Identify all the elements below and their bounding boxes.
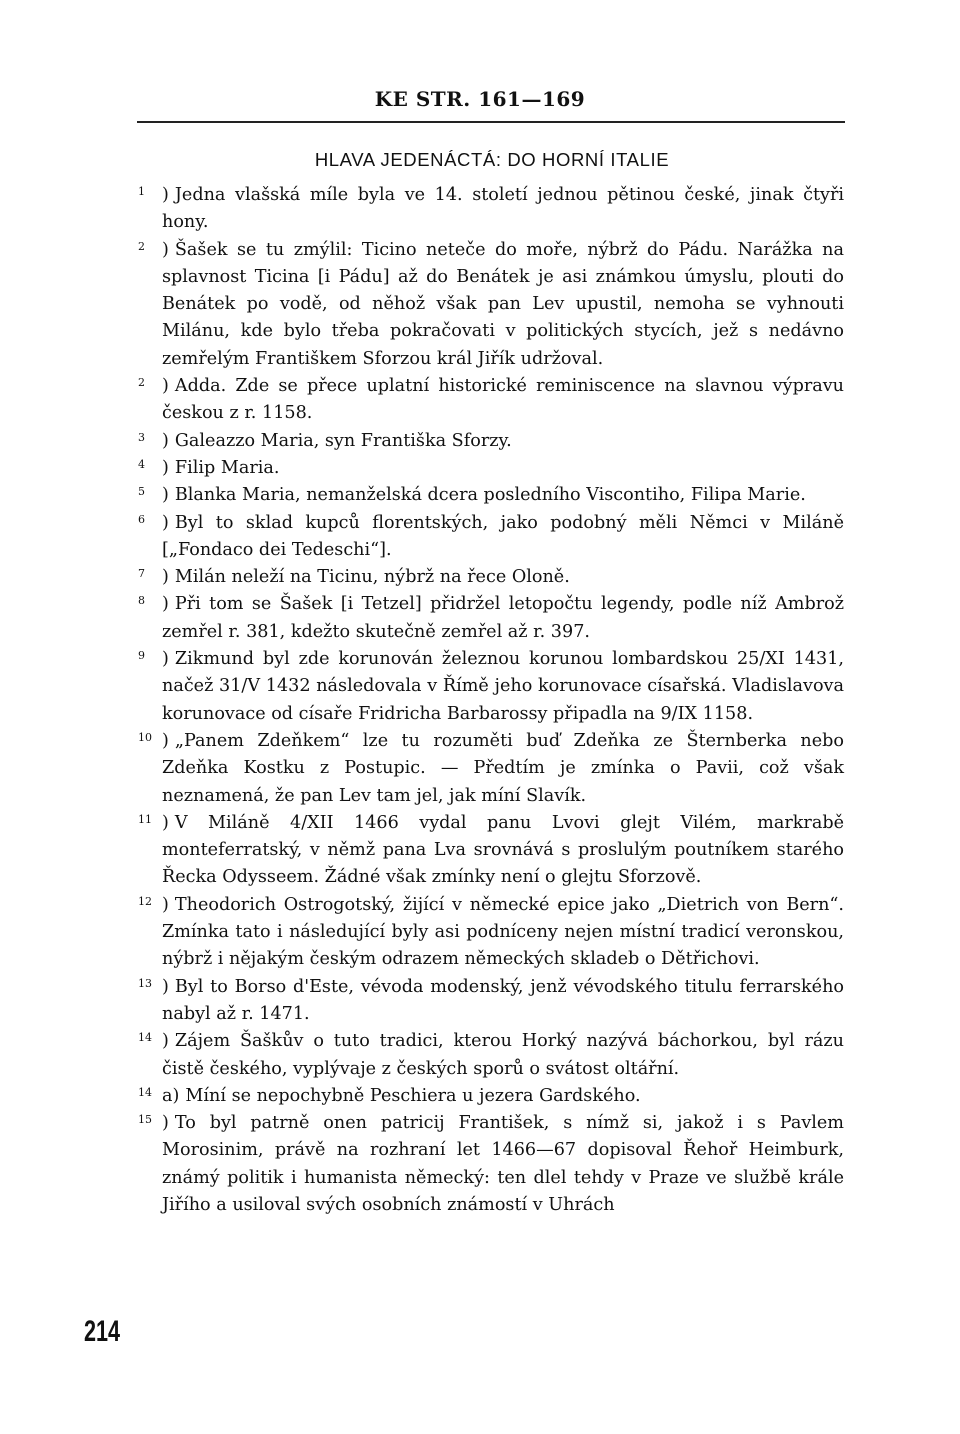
footnote-text: Při tom se Šašek [i Tetzel] přidržel letopočtu legendy, podle níž Ambrož zemřel r. 381, kdežto skutečně zemřel až r. 397. [162,594,844,642]
footnote-marker: 11 [138,812,152,826]
footnote: 5 ) Blanka Maria, nemanželská dcera posledního Viscontiho, Filipa Marie. [138,482,844,509]
footnote: 4 ) Filip Maria. [138,455,844,482]
running-head: KE STR. 161—169 [374,87,586,111]
footnote-text: Míní se nepochybně Peschiera u jezera Gardského. [185,1085,641,1106]
footnote: 14 ) Zájem Šaškův o tuto tradici, kterou Horký nazývá báchorkou, byl rázu čistě českého, vyplývaje z českých sporů o svátost oltářní. [138,1028,844,1083]
footnote: 15 ) To byl patrně onen patricij František, s nímž si, jakož i s Pavlem Morosinim, právě na rozhraní let 1466—67 dopisoval Řehoř Heimburk, známý politik i humanista německý: ten dlel tehdy v Praze ve službě krále Jiřího a usiloval svých osobních známostí v Uhrách [138,1110,844,1219]
footnote-text: Filip Maria. [174,457,280,478]
footnote-text: Zájem Šaškův o tuto tradici, kterou Horký nazývá báchorkou, byl rázu čistě českého, vyplývaje z českých sporů o svátost oltářní. [162,1031,844,1079]
footnote: 1 ) Jedna vlašská míle byla ve 14. století jednou pětinou české, jinak čtyři hony. [138,182,844,237]
footnote: 12 ) Theodorich Ostrogotský, žijící v německé epice jako „Dietrich von Bern“. Zmínka tato i následující byly asi podníceny nejen místní tradicí veronskou, nýbrž i nějakým českým odrazem německých skladeb o Dětřichovi. [138,892,844,974]
footnote: 6 ) Byl to sklad kupců florentských, jako podobný měli Němci v Miláně [„Fondaco dei Tedeschi“]. [138,510,844,565]
footnote-marker: 2 [138,239,145,253]
footnote-marker: 5 [138,485,145,499]
footnote: 11 ) V Miláně 4/XII 1466 vydal panu Lvovi glejt Vilém, markrabě monteferratský, v němž pana Lva srovnává s proslulým poutníkem starého Řecka Odysseem. Žádné však zmínky není o glejtu Sforzově. [138,810,844,892]
footnote-text: Milán neleží na Ticinu, nýbrž na řece Oloně. [174,567,570,588]
footnotes [138,182,844,1219]
footnote-marker: 6 [138,512,145,526]
footnote-text: Adda. Zde se přece uplatní historické reminiscence na slavnou výpravu českou z r. 1158. [162,376,844,424]
footnote-marker: 12 [138,894,152,908]
footnote: 3 ) Galeazzo Maria, syn Františka Sforzy. [138,428,844,455]
header-rule [137,121,845,123]
footnote: 2 ) Adda. Zde se přece uplatní historické reminiscence na slavnou výpravu českou z r. 1158. [138,373,844,428]
footnote-text: „Panem Zdeňkem“ lze tu rozuměti buď Zdeňka ze Šternberka nebo Zdeňka Kostku z Postupic. — Předtím je zmínka o Pavii, což však neznamená, že pan Lev tam jel, jak míní Slavík. [162,730,844,806]
footnote-text: Byl to Borso d'Este, vévoda modenský, jenž vévodského titulu ferrarského nabyl až r. 1471. [162,976,844,1024]
footnote: 14 a) Míní se nepochybně Peschiera u jezera Gardského. [138,1083,844,1110]
footnote-text: Blanka Maria, nemanželská dcera posledního Viscontiho, Filipa Marie. [174,485,806,506]
footnote-text: Galeazzo Maria, syn Františka Sforzy. [174,430,512,451]
footnote-text: To byl patrně onen patricij František, s nímž si, jakož i s Pavlem Morosinim, právě na rozhraní let 1466—67 dopisoval Řehoř Heimburk, známý politik i humanista německý: ten dlel tehdy v Praze ve službě krále Jiřího a usiloval svých osobních známostí v Uhrách [162,1113,844,1215]
chapter-title: HLAVA JEDENÁCTÁ: DO HORNÍ ITALIE [314,149,670,170]
footnote-marker: 4 [138,457,145,471]
footnote: 8 ) Při tom se Šašek [i Tetzel] přidržel letopočtu legendy, podle níž Ambrož zemřel r. 381, kdežto skutečně zemřel až r. 397. [138,591,844,646]
footnote-text: V Miláně 4/XII 1466 vydal panu Lvovi glejt Vilém, markrabě monteferratský, v němž pana Lva srovnává s proslulým poutníkem starého Řecka Odysseem. Žádné však zmínky není o glejtu Sforzově. [162,812,844,888]
footnote-marker: 3 [138,430,145,444]
footnote-text: Theodorich Ostrogotský, žijící v německé epice jako „Dietrich von Bern“. Zmínka tato i následující byly asi podníceny nejen místní tradicí veronskou, nýbrž i nějakým českým odrazem německých skladeb o Dětřichovi. [162,894,844,970]
page-number: 214 [84,1315,121,1348]
footnote-marker: 8 [138,594,145,608]
footnote-marker: 15 [138,1113,152,1127]
footnote-marker-suffix: a [162,1085,173,1106]
footnote-marker: 1 [138,185,145,198]
footnote-text: Byl to sklad kupců florentských, jako podobný měli Němci v Miláně [„Fondaco dei Tedeschi“]. [162,512,844,560]
footnote-marker: 7 [138,567,145,581]
footnote: 10 ) „Panem Zdeňkem“ lze tu rozuměti buď Zdeňka ze Šternberka nebo Zdeňka Kostku z Postupic. — Předtím je zmínka o Pavii, což však neznamená, že pan Lev tam jel, jak míní Slavík. [138,728,844,810]
footnote-text: Jedna vlašská míle byla ve 14. století jednou pětinou české, jinak čtyři hony. [162,185,844,233]
footnote-text: Šašek se tu zmýlil: Ticino neteče do moře, nýbrž do Pádu. Narážka na splavnost Ticina [i Pádu] až do Benátek je asi známkou úmyslu, plouti do Benátek po vodě, od něhož však pan Lev upustil, nemoha se vyhnouti Milánu, kde bylo třeba pokračovati v politických stycích, jež s nedávno zemřelým Františkem Sforzou král Jiřík udržoval. [162,239,844,369]
footnote-marker: 14 [138,1031,152,1045]
footnote-marker: 14 [138,1085,152,1099]
footnote: 2 ) Šašek se tu zmýlil: Ticino neteče do moře, nýbrž do Pádu. Narážka na splavnost Ticina [i Pádu] až do Benátek je asi známkou úmyslu, plouti do Benátek po vodě, od něhož však pan Lev upustil, nemoha se vyhnouti Milánu, kde bylo třeba pokračovati v politických stycích, jež s nedávno zemřelým Františkem Sforzou král Jiřík udržoval. [138,237,844,373]
footnote: 7 ) Milán neleží na Ticinu, nýbrž na řece Oloně. [138,564,844,591]
footnote-marker: 2 [138,376,145,390]
footnote-marker: 9 [138,649,145,663]
footnote-marker: 13 [138,976,152,990]
footnote: 13 ) Byl to Borso d'Este, vévoda modenský, jenž vévodského titulu ferrarského nabyl až r. 1471. [138,974,844,1029]
footnote-marker: 10 [138,730,152,744]
footnote: 9 ) Zikmund byl zde korunován železnou korunou lombardskou 25/XI 1431, načež 31/V 1432 následovala v Římě jeho korunovace císařská. Vladislavova korunovace od císaře Fridricha Barbarossy připadla na 9/IX 1158. [138,646,844,728]
footnote-text: Zikmund byl zde korunován železnou korunou lombardskou 25/XI 1431, načež 31/V 1432 následovala v Římě jeho korunovace císařská. Vladislavova korunovace od císaře Fridricha Barbarossy připadla na 9/IX 1158. [162,649,844,724]
